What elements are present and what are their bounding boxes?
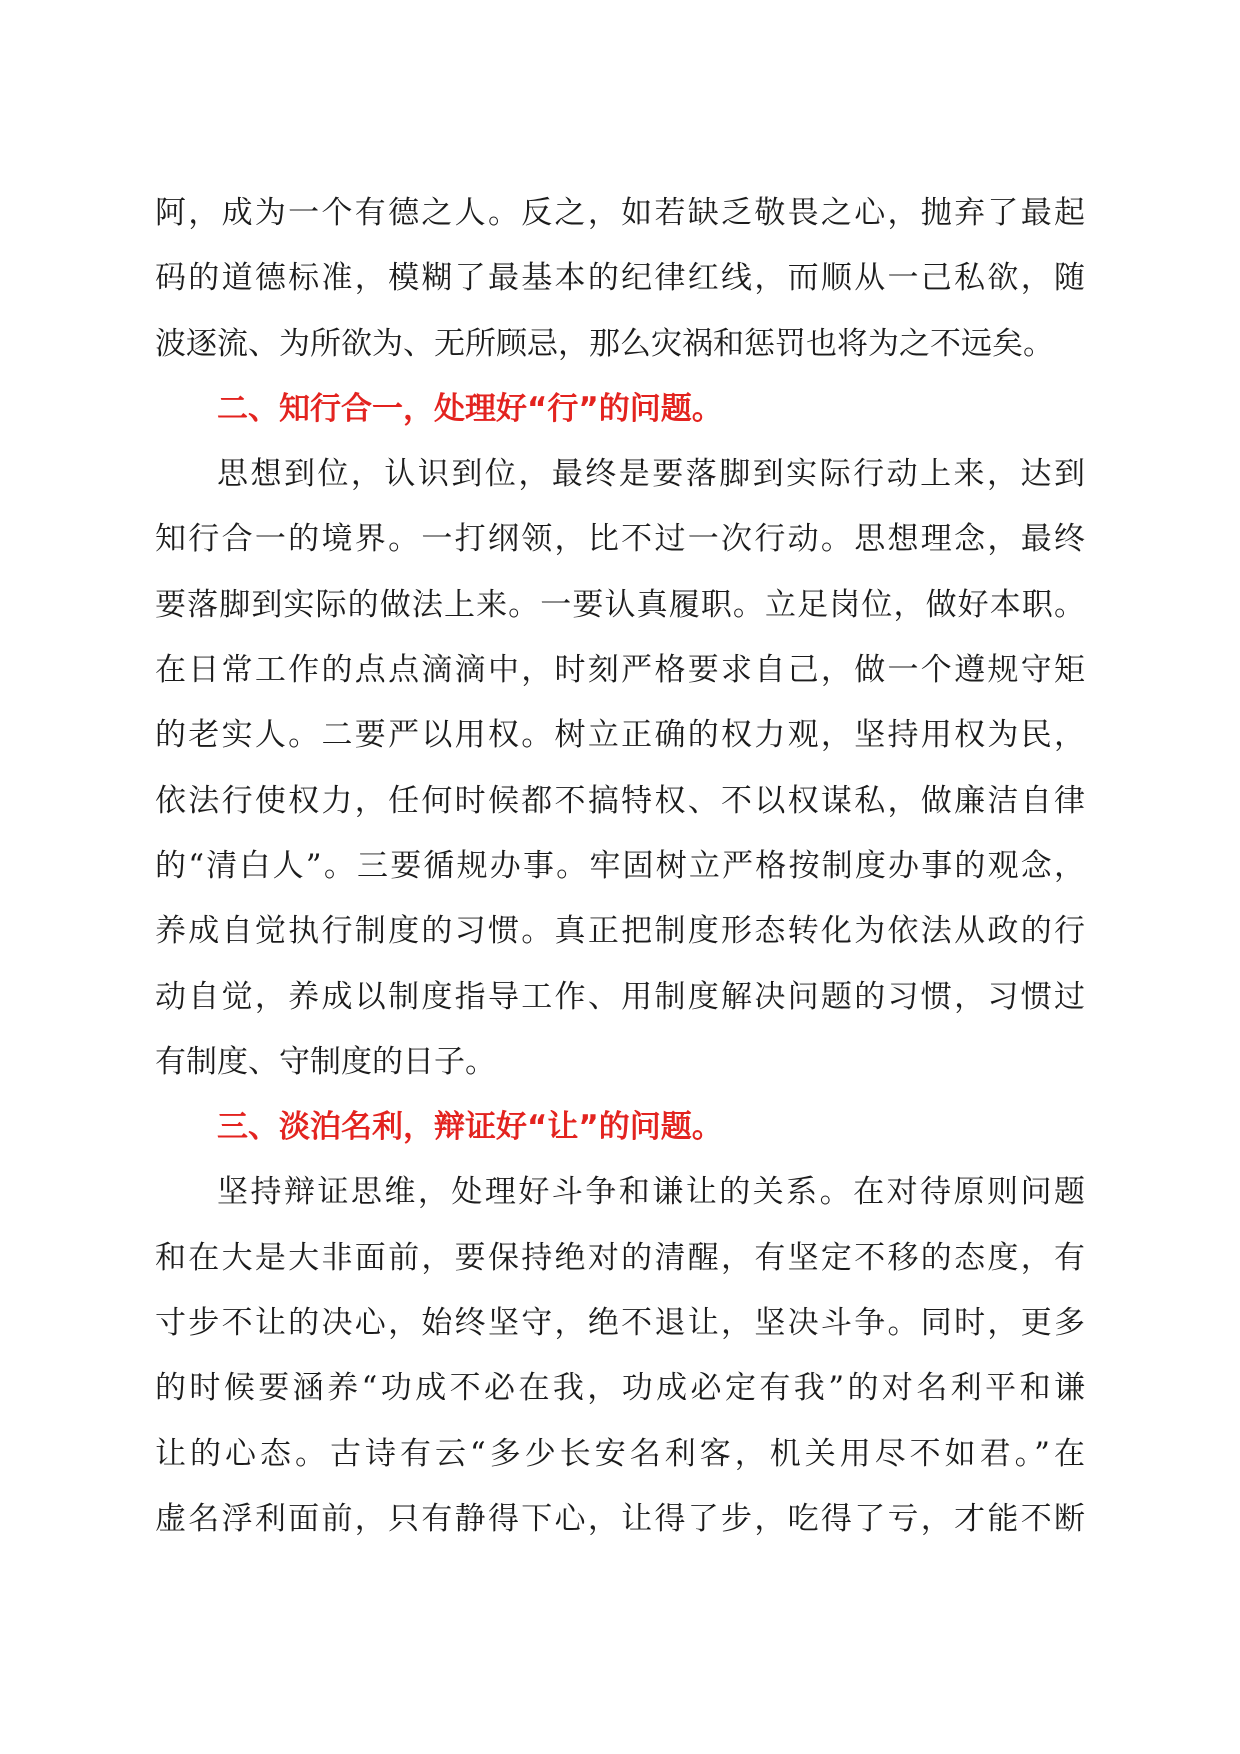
text-line: 有制度、守制度的日子。 (155, 1043, 496, 1080)
paragraph-continued (155, 181, 1085, 377)
text-line: 和在大是大非面前，要保持绝对的清醒，有坚定不移的态度，有 (155, 1239, 1085, 1276)
section-3 (155, 1095, 1085, 1552)
text-line: 的老实人。二要严以用权。树立正确的权力观，坚持用权为民， (155, 717, 1085, 754)
text-line: 码的道德标准，模糊了最基本的纪律红线，而顺从一己私欲，随 (155, 260, 1085, 297)
text-line: 依法行使权力，任何时候都不搞特权、不以权谋私，做廉洁自律 (155, 782, 1085, 819)
text-line: 的“清白人”。三要循规办事。牢固树立严格按制度办事的观念， (155, 847, 1085, 884)
section-2 (155, 377, 1085, 1095)
paragraph (155, 442, 1085, 1095)
section-heading: 三、淡泊名利，辩证好“让”的问题。 (217, 1109, 723, 1146)
text-line: 阿，成为一个有德之人。反之，如若缺乏敬畏之心，抛弃了最起 (155, 195, 1085, 231)
text-line: 波逐流、为所欲为、无所顾忌，那么灾祸和惩罚也将为之不远矣。 (155, 325, 1054, 362)
text-line: 要落脚到实际的做法上来。一要认真履职。立足岗位，做好本职。 (155, 586, 1085, 623)
text-line: 寸步不让的决心，始终坚守，绝不退让，坚决斗争。同时，更多 (155, 1305, 1085, 1342)
document-body (155, 181, 1085, 1552)
text-line: 知行合一的境界。一打纲领，比不过一次行动。思想理念，最终 (155, 521, 1085, 558)
text-line: 思想到位，认识到位，最终是要落脚到实际行动上来，达到 (217, 456, 1085, 493)
text-line: 在日常工作的点点滴滴中，时刻严格要求自己，做一个遵规守矩 (155, 652, 1085, 689)
text-line: 的时候要涵养“功成不必在我，功成必定有我”的对名利平和谦 (155, 1370, 1085, 1407)
section-heading: 二、知行合一，处理好“行”的问题。 (217, 390, 723, 427)
text-line: 坚持辩证思维，处理好斗争和谦让的关系。在对待原则问题 (217, 1174, 1085, 1211)
text-line: 动自觉，养成以制度指导工作、用制度解决问题的习惯，习惯过 (155, 978, 1085, 1015)
paragraph (155, 1160, 1085, 1552)
text-line: 养成自觉执行制度的习惯。真正把制度形态转化为依法从政的行 (155, 913, 1085, 950)
text-line: 让的心态。古诗有云“多少长安名利客，机关用尽不如君。”在 (155, 1435, 1085, 1472)
text-line: 虚名浮利面前，只有静得下心，让得了步，吃得了亏，才能不断 (155, 1500, 1085, 1537)
